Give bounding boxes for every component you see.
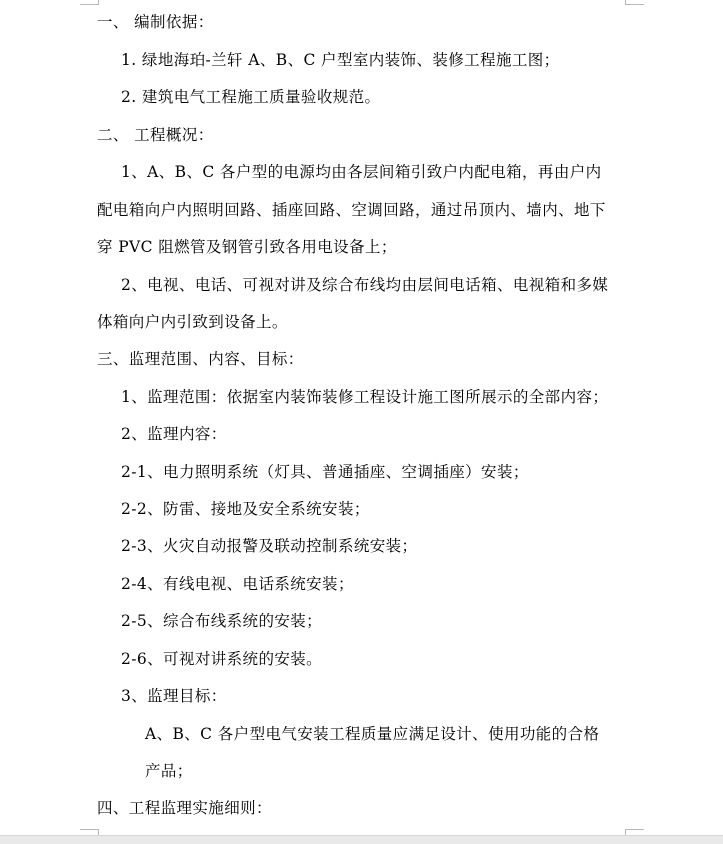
scope-item-content: 2、监理内容： <box>121 425 227 443</box>
target-text-line-2: 产品； <box>145 762 193 780</box>
scope-item-range: 1、监理范围：依据室内装饰装修工程设计施工图所展示的全部内容； <box>121 388 609 406</box>
overview-paragraph-1-line-3: 穿 PVC 阻燃管及钢管引致各用电设备上； <box>97 238 397 256</box>
scope-item-target: 3、监理目标： <box>121 687 227 705</box>
scope-subitem-2-3: 2-3、火灾自动报警及联动控制系统安装； <box>121 537 418 555</box>
section-heading-basis: 一、 编制依据： <box>97 13 214 31</box>
scope-subitem-2-4: 2-4、有线电视、电话系统安装； <box>121 575 354 593</box>
overview-paragraph-2-line-1: 2、电视、电话、可视对讲及综合布线均由层间电话箱、电视箱和多媒 <box>121 276 609 294</box>
basis-item-1: 1. 绿地海珀-兰轩 A、B、C 户型室内装饰、装修工程施工图； <box>121 51 560 69</box>
scope-subitem-2-6: 2-6、可视对讲系统的安装。 <box>121 650 323 668</box>
section-heading-overview: 二、 工程概况： <box>97 126 214 144</box>
overview-paragraph-1-line-1: 1、A、B、C 各户型的电源均由各层间箱引致户内配电箱，再由户内 <box>121 163 602 181</box>
scope-subitem-2-2: 2-2、防雷、接地及安全系统安装； <box>121 500 370 518</box>
basis-item-2: 2. 建筑电气工程施工质量验收规范。 <box>121 88 381 106</box>
section-heading-scope: 三、监理范围、内容、目标： <box>97 350 304 368</box>
page-corner-mark-top-right <box>625 0 644 5</box>
page-corner-mark-top-left <box>80 0 99 5</box>
target-text-line-1: A、B、C 各户型电气安装工程质量应满足设计、使用功能的合格 <box>145 725 600 743</box>
overview-paragraph-2-line-2: 体箱向户内引致到设备上。 <box>97 313 288 331</box>
section-heading-implementation: 四、工程监理实施细则： <box>97 799 272 817</box>
overview-paragraph-1-line-2: 配电箱向户内照明回路、插座回路、空调回路，通过吊顶内、墙内、地下 <box>97 201 606 219</box>
scope-subitem-2-5: 2-5、综合布线系统的安装； <box>121 612 323 630</box>
scope-subitem-2-1: 2-1、电力照明系统（灯具、普通插座、空调插座）安装； <box>121 463 529 481</box>
